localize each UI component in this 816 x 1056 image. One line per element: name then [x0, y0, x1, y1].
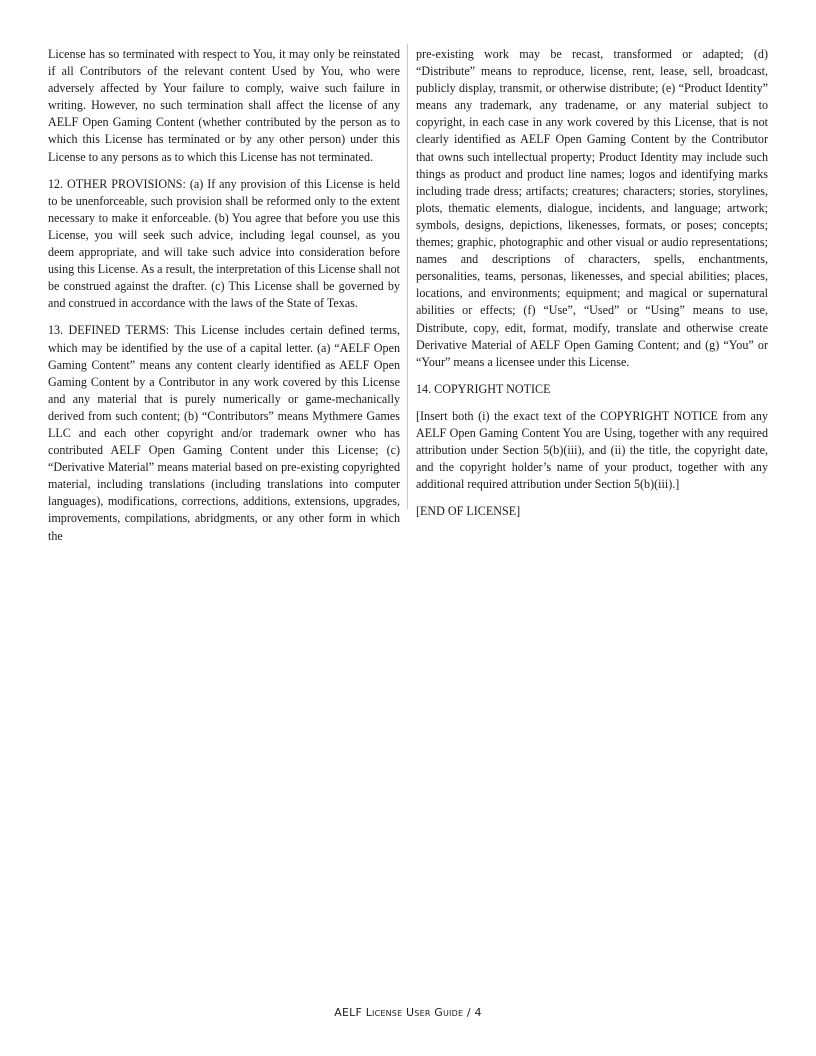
paragraph-termination-continued: License has so terminated with respect to You, it may only be reinstated if all Contributors of the relevant content Used by You, who were adversely affected by Your failure to comply, waive such failure in writing. However, no such termination shall affect the license of any AELF Open Gaming Content (whether contributed by the person as to which this License has terminated or by any other person) under this License to any persons as to which this License has not terminated. [48, 47, 400, 164]
paragraph-other-provisions: 12. OTHER PROVISIONS: (a) If any provision of this License is held to be unenforceable, such provision shall be reformed only to the extent necessary to make it enforceable. (b) You agree that before you use this License, you will seek such advice, including legal counsel, as you deem appropriate, and will take such advice into consideration before using this License. As a result, the interpretation of this License shall not be construed against the drafter. (c) This License shall be governed by and construed in accordance with the laws of the State of Texas. [48, 176, 400, 311]
left-column [48, 46, 400, 555]
paragraph-defined-terms-continued: pre-existing work may be recast, transformed or adapted; (d) “Distribute” means to reproduce, license, rent, lease, sell, broadcast, publicly display, transmit, or otherwise distribute; (e) “Product Identity” means any trademark, any tradename, or any material subject to copyright, in each case in any work covered by this License, that is not clearly identified as AELF Open Gaming Content by the Contributor that owns such intellectual property; Product Identity may include such things as product and product line names; logos and identifying marks including trade dress; artifacts; creatures; characters; stories, storylines, plots, thematic elements, dialogue, incidents, and language; artwork; symbols, designs, depictions, likenesses, formats, or poses; concepts; themes; graphic, photographic and other visual or audio representations; names and descriptions of characters, spells, enchantments, personalities, teams, personas, likenesses, and special abilities; places, locations, and environments; equipment; and magical or supernatural abilities or effects; (f) “Use”, “Used” or “Using” means to use, Distribute, copy, edit, format, modify, translate and otherwise create Derivative Material of AELF Open Gaming Content; and (g) “You” or “Your” means a licensee under this License. [416, 47, 768, 369]
paragraph-defined-terms: 13. DEFINED TERMS: This License includes certain defined terms, which may be identified by the use of a capital letter. (a) “AELF Open Gaming Content” means any content clearly identified as AELF Open Gaming Content by a Contributor in any work covered by this License and any material that is purely numerically or game-mechanically derived from such content; (b) “Contributors” means Mythmere Games LLC and each other copyright and/or trademark owner who has contributed AELF Open Gaming Content under this License; (c) “Derivative Material” means material based on pre-existing copyrighted material, including translations (including translations into computer languages), modifications, corrections, additions, extensions, upgrades, improvements, compilations, abridgments, or any other form in which the [48, 323, 400, 543]
paragraph-copyright-instructions: [Insert both (i) the exact text of the COPYRIGHT NOTICE from any AELF Open Gaming Content You are Using, together with any required attribution under Section 5(b)(iii), and (ii) the title, the copyright date, and the copyright holder’s name of your product, together with any additional required attribution under Section 5(b)(iii).] [416, 408, 768, 492]
right-column [416, 46, 768, 530]
column-divider [407, 44, 408, 509]
heading-copyright-notice: 14. COPYRIGHT NOTICE [416, 381, 551, 396]
page-footer: AELF License User Guide / 4 [334, 1006, 482, 1019]
end-of-license: [END OF LICENSE] [416, 504, 521, 519]
